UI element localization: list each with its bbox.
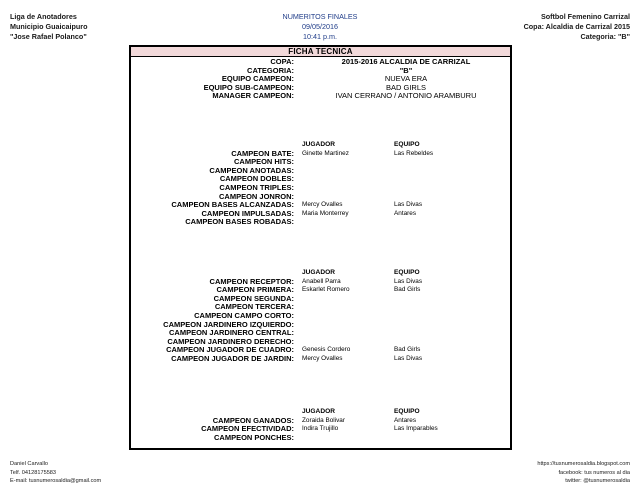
award-player: Ginette Martinez xyxy=(302,149,349,157)
award-label: CAMPEON EFECTIVIDAD: xyxy=(201,424,294,434)
award-label: CAMPEON GANADOS: xyxy=(212,415,294,425)
award-player: Eskarlet Romero xyxy=(302,286,350,294)
award-label: CAMPEON TRIPLES: xyxy=(219,183,294,192)
award-label: CAMPEON JUGADOR DE CUADRO: xyxy=(166,345,294,355)
award-player: Genesis Cordero xyxy=(302,346,351,354)
municipality: Municipio Guaicaipuro xyxy=(10,22,88,31)
award-label: CAMPEON SEGUNDA: xyxy=(213,293,294,303)
blog-link[interactable]: https://tusnumerosaldia.blogspot.com xyxy=(537,461,630,467)
award-player: Anabell Parra xyxy=(302,277,341,285)
column-jugador: JUGADOR xyxy=(302,408,335,415)
ficha-tecnica-sheet xyxy=(129,45,512,450)
info-value: "B" xyxy=(399,65,413,75)
cup-name: Copa: Alcaldia de Carrizal 2015 xyxy=(523,22,630,31)
category-name: Categoria: "B" xyxy=(580,32,630,41)
author-email: E-mail: tusnumerosaldia@gmail.com xyxy=(10,478,102,485)
info-label: CATEGORIA: xyxy=(247,65,294,75)
award-label: CAMPEON JUGADOR DE JARDIN: xyxy=(171,354,294,363)
footer-social xyxy=(537,460,630,486)
info-label: EQUIPO CAMPEON: xyxy=(221,74,294,84)
twitter-handle: twitter: @tusnumerosaldia xyxy=(565,478,630,485)
award-label: CAMPEON ANOTADAS: xyxy=(209,165,294,175)
author-name: Daniel Carvallo xyxy=(10,461,48,467)
info-label: COPA: xyxy=(270,57,294,66)
report-time: 10:41 p.m. xyxy=(303,32,337,41)
info-label: MANAGER CAMPEON: xyxy=(212,91,294,101)
award-player: Indira Trujillo xyxy=(302,425,339,433)
award-label: CAMPEON CAMPO CORTO: xyxy=(194,311,294,320)
award-label: CAMPEON JONRON: xyxy=(218,191,294,201)
column-jugador: JUGADOR xyxy=(302,269,335,276)
league-name: Liga de Anotadores xyxy=(10,12,77,21)
award-team: Las Rebeldes xyxy=(394,149,434,157)
award-team: Las Divas xyxy=(394,201,423,209)
award-label: CAMPEON PRIMERA: xyxy=(216,285,294,295)
award-label: CAMPEON DOBLES: xyxy=(219,174,294,184)
sheet-title: FICHA TECNICA xyxy=(131,47,510,57)
header-tournament xyxy=(524,12,630,42)
column-equipo: EQUIPO xyxy=(394,269,420,276)
info-value: NUEVA ERA xyxy=(384,74,428,84)
report-title: NUMERITOS FINALES xyxy=(282,12,358,21)
award-label: CAMPEON BASES ROBADAS: xyxy=(185,217,294,227)
info-value: 2015-2016 ALCALDIA DE CARRIZAL xyxy=(341,57,471,66)
award-player: Mercy Ovalles xyxy=(302,201,343,209)
award-team: Antares xyxy=(394,209,417,217)
league-namesake: "Jose Rafael Polanco" xyxy=(10,32,87,41)
report-date: 09/05/2016 xyxy=(302,22,338,31)
award-team: Bad Girls xyxy=(394,286,421,294)
info-value: IVAN CERRANO / ANTONIO ARAMBURU xyxy=(335,91,477,101)
column-equipo: EQUIPO xyxy=(394,408,420,415)
award-team: Antares xyxy=(394,416,417,424)
award-row xyxy=(131,217,510,226)
award-label: CAMPEON IMPULSADAS: xyxy=(201,208,294,218)
award-label: CAMPEON BATE: xyxy=(231,148,294,158)
award-team: Las Divas xyxy=(394,277,423,285)
info-label: EQUIPO SUB-CAMPEON: xyxy=(203,82,294,92)
info-value: BAD GIRLS xyxy=(385,82,426,92)
award-player: Mercy Ovalles xyxy=(302,355,343,362)
award-label: CAMPEON JARDINERO DERECHO: xyxy=(167,336,294,346)
award-player: Zoraida Bolivar xyxy=(302,416,345,424)
award-team: Las Imparables xyxy=(394,425,438,433)
award-team: Bad Girls xyxy=(394,346,421,354)
column-equipo: EQUIPO xyxy=(394,141,420,148)
award-team: Las Divas xyxy=(394,355,423,362)
facebook-handle: facebook: tus numeros al dia xyxy=(558,469,630,476)
info-row xyxy=(131,91,510,100)
award-label: CAMPEON BASES ALCANZADAS: xyxy=(171,200,294,210)
author-phone: Telf. 04128175583 xyxy=(10,469,57,476)
footer-contact xyxy=(10,460,101,486)
column-jugador: JUGADOR xyxy=(302,141,335,148)
award-label: CAMPEON PONCHES: xyxy=(213,432,294,442)
award-label: CAMPEON RECEPTOR: xyxy=(209,276,294,286)
award-label: CAMPEON JARDINERO IZQUIERDO: xyxy=(163,319,294,329)
tournament-name: Softbol Femenino Carrizal xyxy=(540,12,630,21)
award-player: Maria Monterrey xyxy=(302,209,349,217)
award-row xyxy=(131,354,510,363)
award-label: CAMPEON HITS: xyxy=(234,157,294,167)
award-label: CAMPEON TERCERA: xyxy=(214,302,294,312)
award-label: CAMPEON JARDINERO CENTRAL: xyxy=(168,328,294,338)
award-row xyxy=(131,433,510,442)
